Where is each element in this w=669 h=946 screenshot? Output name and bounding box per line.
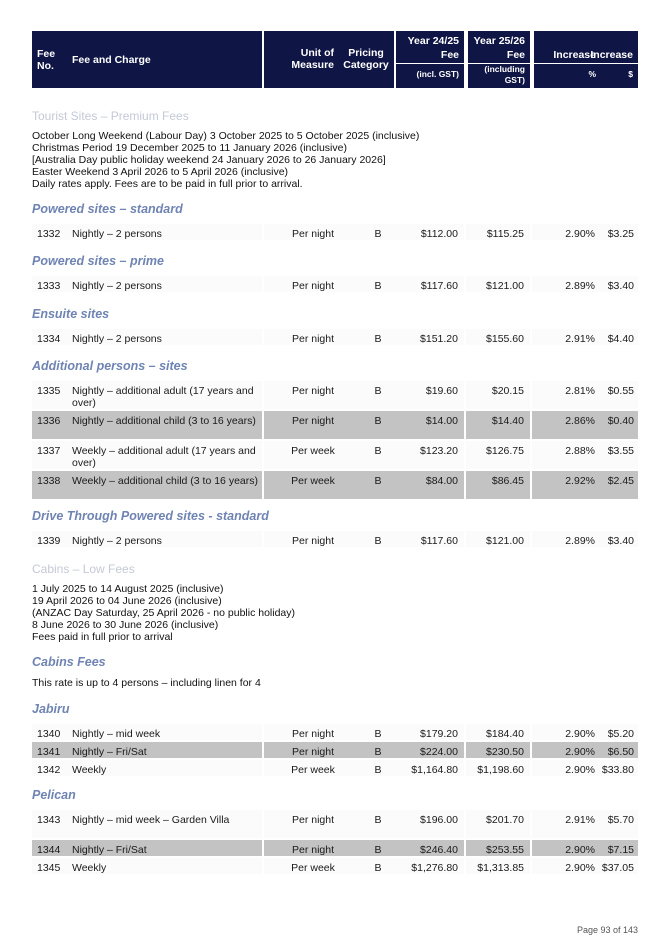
pricing-category-cell: B: [362, 441, 394, 469]
fee-2025-26-cell: $1,198.60: [466, 760, 530, 776]
increase-dollar-cell: $3.55: [601, 441, 638, 469]
fee-description-cell: Nightly – mid week – Garden Villa: [68, 810, 262, 838]
fee-number-cell: 1345: [32, 858, 68, 874]
column-separator: [262, 742, 264, 758]
fee-2025-26-cell: $121.00: [466, 531, 530, 547]
pricing-category-cell: B: [362, 276, 394, 292]
header-pricing-line1: Pricing: [348, 47, 384, 59]
increase-percent-cell: 2.91%: [532, 329, 601, 345]
unit-of-measure-cell: Per night: [264, 810, 362, 838]
header-year2-line1: Year 25/26: [473, 35, 525, 47]
column-separator: [530, 441, 532, 469]
column-separator: [530, 531, 532, 547]
unit-of-measure-cell: Per night: [264, 329, 362, 345]
unit-of-measure-cell: Per week: [264, 471, 362, 499]
pricing-category-cell: B: [362, 840, 394, 856]
cabins-dates-paragraph: [32, 583, 295, 643]
increase-dollar-cell: $0.55: [601, 381, 638, 409]
header-year2: [468, 31, 530, 88]
pricing-category-cell: B: [362, 724, 394, 740]
site-fee-table: [32, 276, 638, 294]
header-pricing: [338, 31, 394, 88]
fee-description-cell: Weekly – additional adult (17 years and over): [68, 441, 262, 469]
increase-dollar-cell: $33.80: [601, 760, 638, 776]
tourist-dates-paragraph: [32, 130, 419, 190]
cabins-line: (ANZAC Day Saturday, 25 April 2026 - no public holiday): [32, 607, 296, 619]
fee-2024-25-cell: $117.60: [394, 276, 464, 292]
column-separator: [262, 840, 264, 856]
cabins-line: 1 July 2025 to 14 August 2025 (inclusive): [32, 583, 224, 595]
column-separator: [464, 441, 466, 469]
fee-2024-25-cell: $246.40: [394, 840, 464, 856]
site-group-title: Powered sites – prime: [32, 254, 165, 268]
column-separator: [464, 329, 466, 345]
increase-percent-cell: 2.88%: [532, 441, 601, 469]
pricing-category-cell: B: [362, 381, 394, 409]
fee-number-cell: 1337: [32, 441, 68, 469]
unit-of-measure-cell: Per week: [264, 760, 362, 776]
increase-percent-cell: 2.86%: [532, 411, 601, 439]
fee-number-cell: 1342: [32, 760, 68, 776]
column-separator: [530, 329, 532, 345]
increase-dollar-cell: $5.20: [601, 724, 638, 740]
table-row: [32, 810, 638, 840]
increase-percent-cell: 2.91%: [532, 810, 601, 838]
unit-of-measure-cell: Per night: [264, 411, 362, 439]
column-separator: [262, 858, 264, 874]
fee-number-cell: 1336: [32, 411, 68, 439]
pricing-category-cell: B: [362, 411, 394, 439]
increase-dollar-cell: $6.50: [601, 742, 638, 758]
site-group-title: Ensuite sites: [32, 307, 110, 321]
fee-2025-26-cell: $1,313.85: [466, 858, 530, 874]
increase-percent-cell: 2.90%: [532, 724, 601, 740]
increase-percent-cell: 2.90%: [532, 760, 601, 776]
unit-of-measure-cell: Per night: [264, 531, 362, 547]
unit-of-measure-cell: Per night: [264, 381, 362, 409]
column-separator: [464, 411, 466, 439]
fee-description-cell: Nightly – 2 persons: [68, 276, 262, 292]
increase-dollar-cell: $7.15: [601, 840, 638, 856]
column-separator: [530, 760, 532, 776]
table-header: [32, 31, 638, 88]
column-separator: [262, 724, 264, 740]
unit-of-measure-cell: Per night: [264, 224, 362, 240]
cabins-line: 8 June 2026 to 30 June 2026 (inclusive): [32, 619, 219, 631]
column-separator: [530, 840, 532, 856]
fee-description-cell: Weekly: [68, 858, 262, 874]
tourist-line: Easter Weekend 3 April 2026 to 5 April 2026 (inclusive): [32, 166, 289, 178]
fee-2025-26-cell: $201.70: [466, 810, 530, 838]
column-separator: [530, 276, 532, 292]
cabin-group-title: Pelican: [32, 788, 76, 802]
header-year1-line3: (incl. GST): [416, 69, 459, 79]
fee-2025-26-cell: $86.45: [466, 471, 530, 499]
fee-number-cell: 1332: [32, 224, 68, 240]
table-row: [32, 411, 638, 441]
column-separator: [530, 858, 532, 874]
fee-2025-26-cell: $253.55: [466, 840, 530, 856]
table-row: [32, 840, 638, 858]
cabins-line: 19 April 2026 to 04 June 2026 (inclusive): [32, 595, 222, 607]
pricing-category-cell: B: [362, 471, 394, 499]
table-row: [32, 471, 638, 501]
cabins-fees-title: Cabins Fees: [32, 655, 106, 669]
increase-dollar-cell: $3.40: [601, 531, 638, 547]
column-separator: [464, 742, 466, 758]
table-row: [32, 441, 638, 471]
column-separator: [530, 411, 532, 439]
table-row: [32, 724, 638, 742]
header-pricing-line2: Category: [343, 59, 389, 71]
increase-percent-cell: 2.81%: [532, 381, 601, 409]
site-group-title: Powered sites – standard: [32, 202, 183, 216]
column-separator: [464, 471, 466, 499]
pricing-category-cell: B: [362, 858, 394, 874]
header-increase-dol-line1: Increase: [590, 49, 633, 61]
tourist-line: Christmas Period 19 December 2025 to 11 January 2026 (inclusive): [32, 142, 347, 154]
column-separator: [464, 810, 466, 838]
fee-number-cell: 1340: [32, 724, 68, 740]
table-row: [32, 224, 638, 242]
column-separator: [530, 724, 532, 740]
increase-dollar-cell: $2.45: [601, 471, 638, 499]
site-fee-table: [32, 224, 638, 242]
fee-description-cell: Nightly – 2 persons: [68, 329, 262, 345]
header-year1-line2: Fee: [440, 49, 459, 61]
header-increase-pct-line2: %: [588, 69, 596, 79]
cabins-line: Fees paid in full prior to arrival: [32, 631, 173, 643]
fee-description-cell: Nightly – mid week: [68, 724, 262, 740]
fee-number-cell: 1343: [32, 810, 68, 838]
column-separator: [262, 531, 264, 547]
header-fee-and-charge: [66, 31, 262, 88]
header-year1-line1: Year 24/25: [407, 35, 459, 47]
increase-percent-cell: 2.90%: [532, 840, 601, 856]
table-row: [32, 531, 638, 549]
column-separator: [262, 760, 264, 776]
fee-description-cell: Nightly – 2 persons: [68, 531, 262, 547]
fee-2024-25-cell: $84.00: [394, 471, 464, 499]
cabins-fees-note: This rate is up to 4 persons – including linen for 4: [32, 677, 261, 689]
column-separator: [262, 441, 264, 469]
fee-2025-26-cell: $126.75: [466, 441, 530, 469]
fee-number-cell: 1338: [32, 471, 68, 499]
header-fee-no-line2: No.: [37, 60, 54, 72]
fee-2024-25-cell: $179.20: [394, 724, 464, 740]
column-separator: [464, 724, 466, 740]
column-separator: [530, 742, 532, 758]
fee-2024-25-cell: $1,276.80: [394, 858, 464, 874]
cabins-section-title: Cabins – Low Fees: [32, 562, 135, 576]
fee-number-cell: 1344: [32, 840, 68, 856]
column-separator: [464, 224, 466, 240]
header-unit-line1: Unit of: [300, 47, 334, 59]
site-group-title: Additional persons – sites: [32, 359, 188, 373]
fee-2024-25-cell: $117.60: [394, 531, 464, 547]
fee-2024-25-cell: $14.00: [394, 411, 464, 439]
fee-description-cell: Nightly – Fri/Sat: [68, 840, 262, 856]
fee-2025-26-cell: $115.25: [466, 224, 530, 240]
column-separator: [262, 471, 264, 499]
fee-number-cell: 1335: [32, 381, 68, 409]
header-year2-line4: GST): [504, 75, 525, 85]
site-fee-table: [32, 531, 638, 549]
column-separator: [464, 276, 466, 292]
pricing-category-cell: B: [362, 531, 394, 547]
tourist-line: October Long Weekend (Labour Day) 3 October 2025 to 5 October 2025 (inclusive): [32, 130, 420, 142]
fee-2025-26-cell: $121.00: [466, 276, 530, 292]
tourist-line: Daily rates apply. Fees are to be paid in full prior to arrival.: [32, 178, 303, 190]
cabin-fee-table: [32, 724, 638, 778]
column-separator: [530, 471, 532, 499]
unit-of-measure-cell: Per week: [264, 441, 362, 469]
column-separator: [464, 760, 466, 776]
column-separator: [262, 411, 264, 439]
fee-2024-25-cell: $123.20: [394, 441, 464, 469]
increase-dollar-cell: $37.05: [601, 858, 638, 874]
header-fee-no: [32, 31, 66, 88]
tourist-section-title: Tourist Sites – Premium Fees: [32, 109, 189, 123]
fee-description-cell: Nightly – Fri/Sat: [68, 742, 262, 758]
fee-2025-26-cell: $184.40: [466, 724, 530, 740]
pricing-category-cell: B: [362, 810, 394, 838]
increase-dollar-cell: $0.40: [601, 411, 638, 439]
table-row: [32, 381, 638, 411]
unit-of-measure-cell: Per night: [264, 276, 362, 292]
fee-number-cell: 1334: [32, 329, 68, 345]
header-year2-line3: (including: [484, 64, 525, 74]
fee-description-cell: Nightly – additional adult (17 years and over): [68, 381, 262, 409]
unit-of-measure-cell: Per night: [264, 724, 362, 740]
fee-description-cell: Nightly – 2 persons: [68, 224, 262, 240]
column-separator: [262, 810, 264, 838]
fee-number-cell: 1341: [32, 742, 68, 758]
header-unit-line2: Measure: [291, 59, 334, 71]
increase-percent-cell: 2.90%: [532, 742, 601, 758]
pricing-category-cell: B: [362, 224, 394, 240]
header-year1: [396, 31, 464, 88]
column-separator: [262, 381, 264, 409]
header-fee-no-line1: Fee: [37, 48, 56, 60]
increase-percent-cell: 2.90%: [532, 858, 601, 874]
increase-percent-cell: 2.89%: [532, 276, 601, 292]
table-row: [32, 329, 638, 347]
column-separator: [262, 224, 264, 240]
unit-of-measure-cell: Per night: [264, 840, 362, 856]
fee-2024-25-cell: $224.00: [394, 742, 464, 758]
site-fee-table: [32, 381, 638, 501]
site-fee-table: [32, 329, 638, 347]
fee-2025-26-cell: $230.50: [466, 742, 530, 758]
pricing-category-cell: B: [362, 742, 394, 758]
unit-of-measure-cell: Per week: [264, 858, 362, 874]
fee-description-cell: Weekly – additional child (3 to 16 years): [68, 471, 262, 499]
column-separator: [530, 381, 532, 409]
column-separator: [464, 858, 466, 874]
column-separator: [464, 531, 466, 547]
table-row: [32, 742, 638, 760]
fee-2024-25-cell: $19.60: [394, 381, 464, 409]
fee-2025-26-cell: $155.60: [466, 329, 530, 345]
tourist-line: [Australia Day public holiday weekend 24 January 2026 to 26 January 2026]: [32, 154, 386, 166]
fee-2024-25-cell: $1,164.80: [394, 760, 464, 776]
table-row: [32, 276, 638, 294]
header-increase-pct-line1: Increase: [553, 49, 596, 61]
fee-2025-26-cell: $14.40: [466, 411, 530, 439]
table-row: [32, 858, 638, 876]
fee-2024-25-cell: $151.20: [394, 329, 464, 345]
fee-2024-25-cell: $196.00: [394, 810, 464, 838]
column-separator: [530, 810, 532, 838]
fee-number-cell: 1333: [32, 276, 68, 292]
header-unit: [264, 31, 338, 88]
increase-percent-cell: 2.89%: [532, 531, 601, 547]
increase-dollar-cell: $4.40: [601, 329, 638, 345]
fee-description-cell: Weekly: [68, 760, 262, 776]
table-row: [32, 760, 638, 778]
column-separator: [530, 224, 532, 240]
cabin-fee-table: [32, 810, 638, 876]
column-separator: [262, 329, 264, 345]
column-separator: [464, 840, 466, 856]
increase-percent-cell: 2.90%: [532, 224, 601, 240]
column-separator: [262, 276, 264, 292]
header-increase-dol-line2: $: [628, 69, 633, 79]
increase-dollar-cell: $3.25: [601, 224, 638, 240]
site-group-title: Drive Through Powered sites - standard: [32, 509, 269, 523]
fee-number-cell: 1339: [32, 531, 68, 547]
header-year2-line2: Fee: [506, 49, 525, 61]
pricing-category-cell: B: [362, 760, 394, 776]
unit-of-measure-cell: Per night: [264, 742, 362, 758]
pricing-category-cell: B: [362, 329, 394, 345]
cabin-group-title: Jabiru: [32, 702, 70, 716]
increase-dollar-cell: $3.40: [601, 276, 638, 292]
header-fee-and-charge-label: Fee and Charge: [72, 54, 151, 66]
fee-2025-26-cell: $20.15: [466, 381, 530, 409]
header-increase-dol: [590, 31, 638, 88]
fee-description-cell: Nightly – additional child (3 to 16 years): [68, 411, 262, 439]
fee-2024-25-cell: $112.00: [394, 224, 464, 240]
increase-dollar-cell: $5.70: [601, 810, 638, 838]
column-separator: [464, 381, 466, 409]
page-number: Page 93 of 143: [576, 925, 638, 935]
increase-percent-cell: 2.92%: [532, 471, 601, 499]
